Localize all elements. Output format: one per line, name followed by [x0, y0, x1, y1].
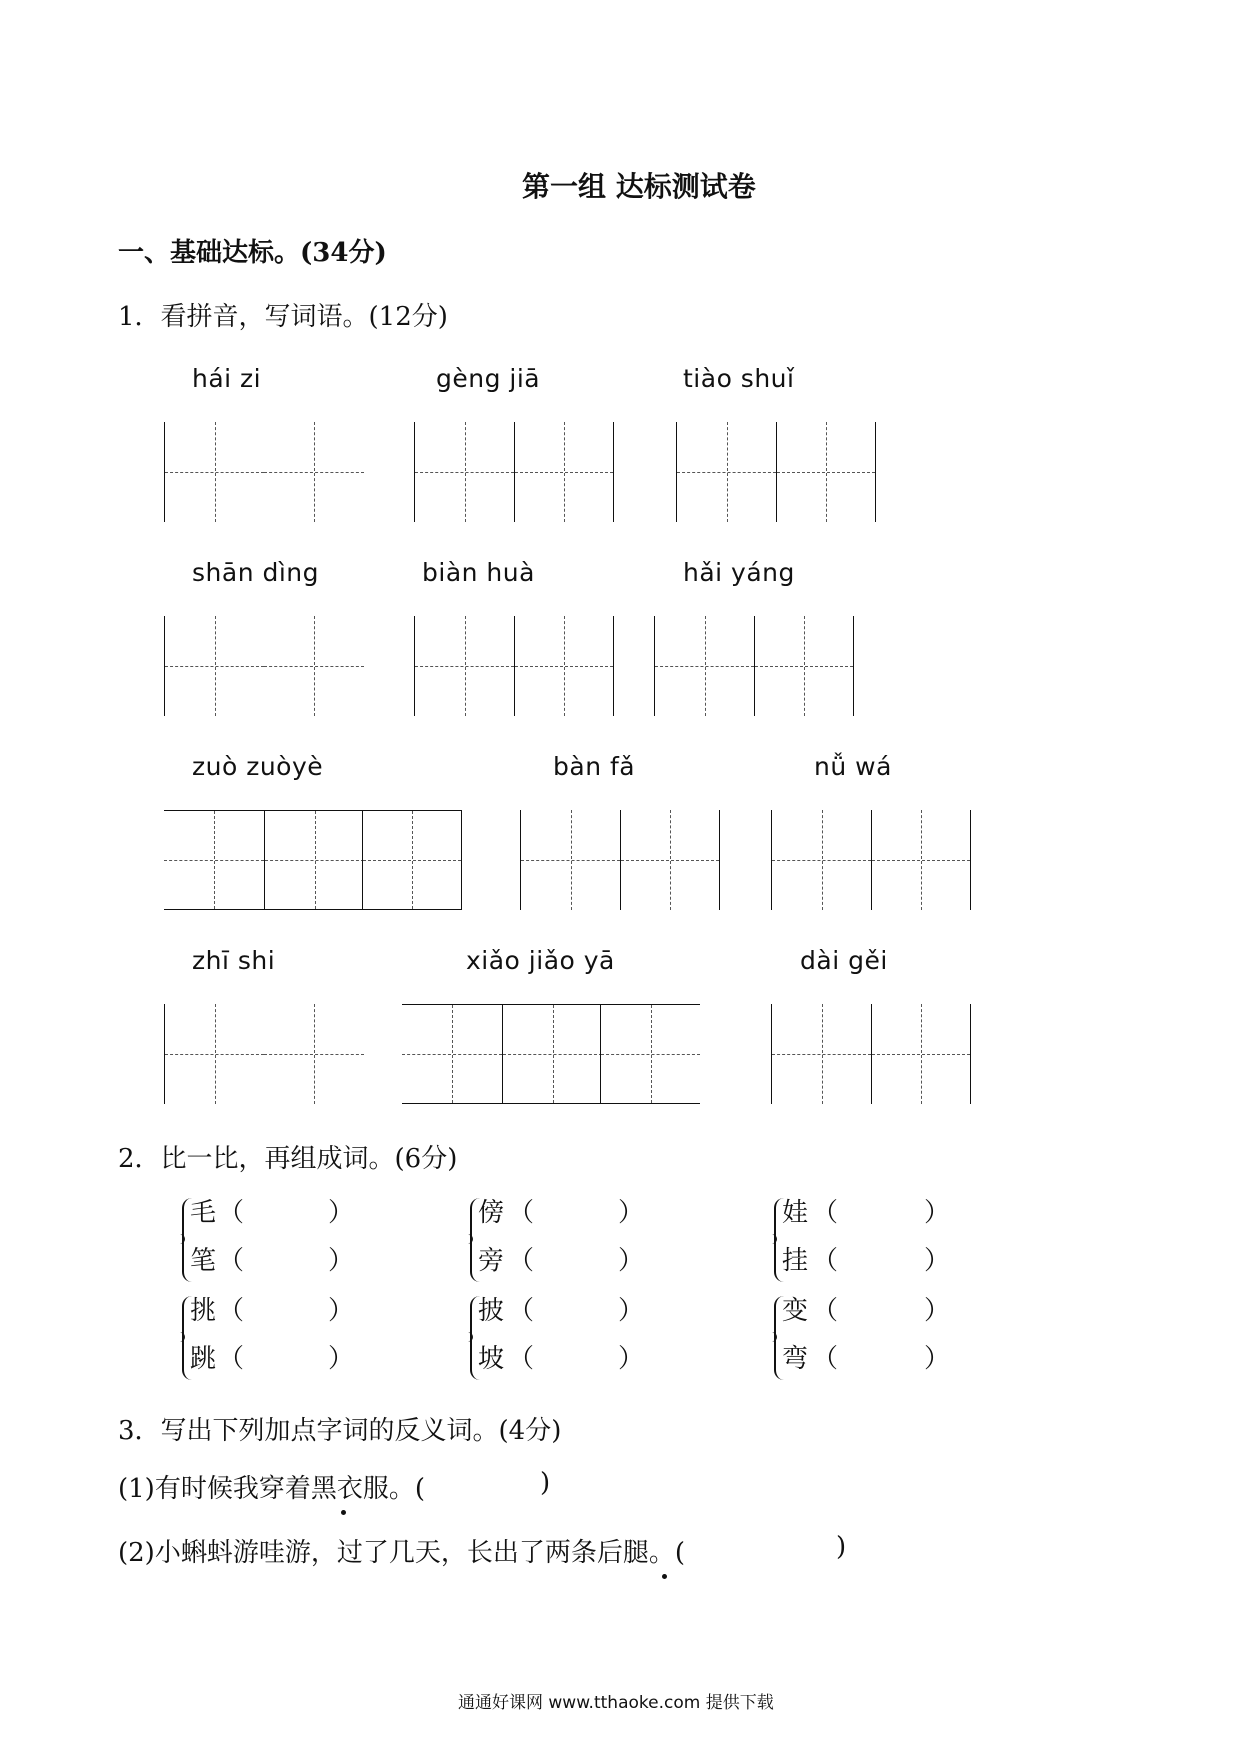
writing-grid[interactable]	[164, 616, 364, 716]
q3-item-2: (2)小蝌蚪游哇游，过了几天，长出了两条后腿。(	[118, 1538, 685, 1568]
question-1-heading: 1．看拼音，写词语。(12分)	[118, 302, 448, 332]
q3-item-2-close: )	[836, 1532, 847, 1562]
compare-char: 披	[478, 1296, 505, 1326]
answer-close-paren: ）	[618, 1246, 645, 1276]
writing-grid[interactable]	[654, 616, 854, 716]
answer-close-paren: ）	[618, 1296, 645, 1326]
pinyin-label: gèng jiā	[436, 364, 541, 393]
writing-grid[interactable]	[414, 616, 614, 716]
compare-char: 弯	[782, 1344, 809, 1374]
writing-grid[interactable]	[414, 422, 614, 522]
answer-close-paren: ）	[618, 1344, 645, 1374]
question-2-heading: 2．比一比，再组成词。(6分)	[118, 1144, 458, 1174]
pinyin-label: shān dìng	[192, 558, 320, 587]
compare-char: 娃	[782, 1198, 809, 1228]
writing-grid[interactable]	[771, 810, 971, 910]
writing-grid[interactable]	[520, 810, 720, 910]
pinyin-label: zhī shi	[192, 946, 276, 975]
answer-open-paren: （	[218, 1296, 245, 1326]
compare-char: 旁	[478, 1246, 505, 1276]
writing-grid[interactable]	[402, 1004, 700, 1104]
pinyin-label: tiào shuǐ	[683, 364, 795, 393]
emphasis-dot	[662, 1574, 667, 1579]
answer-close-paren: ）	[924, 1296, 951, 1326]
pinyin-label: biàn huà	[422, 558, 535, 587]
compare-char: 跳	[190, 1344, 217, 1374]
answer-open-paren: （	[218, 1344, 245, 1374]
answer-close-paren: ）	[924, 1198, 951, 1228]
pinyin-label: dài gěi	[800, 946, 888, 975]
writing-grid[interactable]	[771, 1004, 971, 1104]
answer-close-paren: ）	[328, 1246, 355, 1276]
answer-open-paren: （	[812, 1198, 839, 1228]
pinyin-label: bàn fǎ	[553, 752, 636, 781]
question-3-heading: 3．写出下列加点字词的反义词。(4分)	[118, 1416, 562, 1446]
writing-grid[interactable]	[164, 422, 364, 522]
answer-close-paren: ）	[618, 1198, 645, 1228]
page-title: 第一组 达标测试卷	[522, 170, 756, 203]
pinyin-label: xiǎo jiǎo yā	[466, 946, 615, 975]
answer-close-paren: ）	[924, 1344, 951, 1374]
pinyin-label: nǚ wá	[814, 752, 892, 781]
answer-open-paren: （	[508, 1246, 535, 1276]
pinyin-label: hái zi	[192, 364, 262, 393]
emphasis-dot	[341, 1510, 346, 1515]
answer-open-paren: （	[812, 1296, 839, 1326]
q3-item-1: (1)有时候我穿着黑衣服。(	[118, 1474, 425, 1504]
pinyin-label: zuò zuòyè	[192, 752, 324, 781]
compare-char: 傍	[478, 1198, 505, 1228]
pinyin-label: hǎi yáng	[683, 558, 795, 587]
answer-close-paren: ）	[328, 1344, 355, 1374]
answer-open-paren: （	[218, 1246, 245, 1276]
footer-text: 通通好课网 www.tthaoke.com 提供下载	[458, 1693, 774, 1713]
writing-grid[interactable]	[164, 1004, 364, 1104]
answer-open-paren: （	[508, 1198, 535, 1228]
answer-open-paren: （	[812, 1246, 839, 1276]
compare-char: 挂	[782, 1246, 809, 1276]
answer-open-paren: （	[508, 1296, 535, 1326]
compare-char: 变	[782, 1296, 809, 1326]
answer-open-paren: （	[812, 1344, 839, 1374]
compare-char: 挑	[190, 1296, 217, 1326]
writing-grid[interactable]	[676, 422, 876, 522]
writing-grid[interactable]	[164, 810, 462, 910]
compare-char: 毛	[190, 1198, 217, 1228]
answer-close-paren: ）	[924, 1246, 951, 1276]
answer-open-paren: （	[218, 1198, 245, 1228]
compare-char: 坡	[478, 1344, 505, 1374]
answer-close-paren: ）	[328, 1198, 355, 1228]
section-heading: 一、基础达标。(34分)	[118, 238, 387, 268]
compare-char: 笔	[190, 1246, 217, 1276]
answer-close-paren: ）	[328, 1296, 355, 1326]
q3-item-1-close: )	[540, 1468, 551, 1498]
answer-open-paren: （	[508, 1344, 535, 1374]
